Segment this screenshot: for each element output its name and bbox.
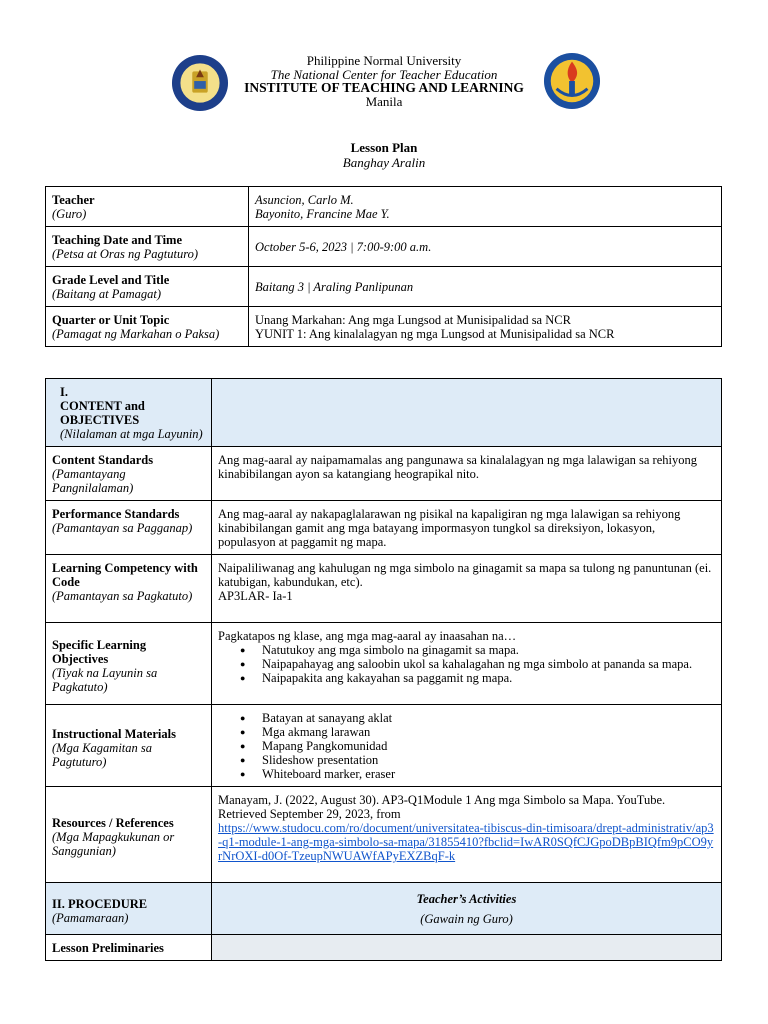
info-label: Teacher bbox=[52, 192, 95, 207]
info-value: Asuncion, Carlo M. bbox=[255, 192, 354, 207]
institute-name: INSTITUTE OF TEACHING AND LEARNING bbox=[244, 80, 524, 95]
info-label: Quarter or Unit Topic bbox=[52, 312, 170, 327]
info-row-grade bbox=[46, 267, 722, 307]
row-label: Content Standards bbox=[52, 453, 154, 467]
row-preliminaries bbox=[46, 935, 722, 961]
info-value: Unang Markahan: Ang mga Lungsod at Munisipalidad sa NCR bbox=[255, 312, 571, 327]
list-item: ● Batayan at sanayang aklat bbox=[262, 711, 715, 725]
section-header-content bbox=[46, 379, 722, 447]
row-label-sub: (Pamantayan sa Pagganap) bbox=[52, 521, 193, 535]
letterhead bbox=[0, 52, 768, 122]
row-label: Instructional Materials bbox=[52, 726, 176, 741]
row-text: Ang mag-aaral ay naipamamalas ang pangunawa sa kinalalagyan ng mga lalawigan sa rehiyong kinabibilangan ayon sa katangiang heograpikal nito. bbox=[212, 447, 722, 501]
row-text: Ang mag-aaral ay nakapaglalarawan ng pisikal na kapaligiran ng mga lalawigan sa rehiyong kinabibilangan gamit ang mga batayang impormasyon tungkol sa direksiyon, lokasyon, populasyon at paggamit ng mapa. bbox=[212, 501, 722, 555]
document-title bbox=[0, 140, 768, 170]
info-row-topic bbox=[46, 307, 722, 347]
title-main: Lesson Plan bbox=[350, 140, 418, 155]
row-resources bbox=[46, 787, 722, 883]
institution-block bbox=[200, 54, 568, 108]
row-text: Naipaliliwanag ang kahulugan ng mga simbolo na ginagamit sa mapa sa tulong ng panuntunan (ei. katubigan, kabundukan, etc). bbox=[218, 561, 712, 589]
row-label-sub: (Pamantayan sa Pagkatuto) bbox=[52, 589, 193, 603]
info-label: Grade Level and Title bbox=[52, 272, 170, 287]
row-performance-standards bbox=[46, 501, 722, 555]
reference-link[interactable]: https://www.studocu.com/ro/document/universitatea-tibiscus-din-timisoara/drept-administrativ/ap3-q1-module-1-ang-mga-simbolo-sa-mapa/31855410?fbclid=IwAR0SQfCJGpoDBpBIQfm9pCO9yrNrOXI-d0Of-TzeupNWUAWfAPyEXZBqF-k bbox=[218, 821, 714, 863]
row-label-sub: (Pamantayang Pangnilalaman) bbox=[52, 467, 134, 495]
info-label: Teaching Date and Time bbox=[52, 232, 182, 247]
itl-logo bbox=[543, 52, 601, 110]
university-tagline: The National Center for Teacher Education bbox=[270, 66, 498, 82]
list-item: ● Slideshow presentation bbox=[262, 753, 715, 767]
row-label-sub: (Mga Kagamitan sa Pagtuturo) bbox=[52, 740, 152, 769]
row-label: Resources / References bbox=[52, 815, 174, 830]
row-label-sub: (Tiyak na Layunin sa Pagkatuto) bbox=[52, 665, 158, 694]
section-subtitle: (Nilalaman at mga Layunin) bbox=[60, 427, 203, 441]
info-value: Bayonito, Francine Mae Y. bbox=[255, 206, 390, 221]
section-title: CONTENT and OBJECTIVES bbox=[60, 399, 145, 427]
section-subtitle: (Pamamaraan) bbox=[52, 910, 129, 925]
row-content-standards bbox=[46, 447, 722, 501]
row-label-sub: (Mga Mapagkukunan or Sanggunian) bbox=[52, 829, 175, 858]
row-materials bbox=[46, 705, 722, 787]
info-label-sub: (Baitang at Pamagat) bbox=[52, 286, 162, 301]
row-competency bbox=[46, 555, 722, 623]
column-heading-sub: (Gawain ng Guro) bbox=[420, 911, 513, 926]
row-label: Learning Competency with Code bbox=[52, 561, 198, 589]
info-label-sub: (Petsa at Oras ng Pagtuturo) bbox=[52, 246, 199, 261]
list-item: ● Mapang Pangkomunidad bbox=[262, 739, 715, 753]
list-item: ● Natutukoy ang mga simbolo na ginagamit sa mapa. bbox=[262, 643, 715, 657]
list-item: ● Mga akmang larawan bbox=[262, 725, 715, 739]
list-item: ● Naipapahayag ang saloobin ukol sa kahalagahan ng mga simbolo at pananda sa mapa. bbox=[262, 657, 715, 671]
university-name: Philippine Normal University bbox=[306, 53, 462, 68]
section-header-procedure bbox=[46, 883, 722, 935]
materials-list bbox=[218, 711, 715, 781]
row-label: Specific Learning Objectives bbox=[52, 637, 147, 666]
section-title: II. PROCEDURE bbox=[52, 896, 148, 911]
competency-code: AP3LAR- Ia-1 bbox=[218, 589, 293, 603]
info-value: YUNIT 1: Ang kinalalagyan ng mga Lungsod at Munisipalidad sa NCR bbox=[255, 326, 615, 341]
info-row-date bbox=[46, 227, 722, 267]
row-label: Performance Standards bbox=[52, 507, 180, 521]
city: Manila bbox=[365, 93, 403, 109]
lesson-info-table bbox=[45, 186, 722, 347]
objectives-intro: Pagkatapos ng klase, ang mga mag-aaral ay inaasahan na… bbox=[218, 629, 517, 643]
row-blank bbox=[212, 935, 722, 961]
row-label: Lesson Preliminaries bbox=[52, 940, 164, 955]
section-header-blank bbox=[212, 379, 722, 447]
info-row-teacher bbox=[46, 187, 722, 227]
title-sub: Banghay Aralin bbox=[342, 155, 426, 170]
list-item: ● Whiteboard marker, eraser bbox=[262, 767, 715, 781]
lesson-plan-table bbox=[45, 378, 722, 961]
info-value: Baitang 3 | Araling Panlipunan bbox=[255, 279, 414, 294]
info-label-sub: (Guro) bbox=[52, 206, 87, 221]
citation-text: Manayam, J. (2022, August 30). AP3-Q1Module 1 Ang mga Simbolo sa Mapa. YouTube. Retrieved September 29, 2023, from bbox=[218, 793, 666, 821]
info-value: October 5-6, 2023 | 7:00-9:00 a.m. bbox=[255, 239, 432, 254]
objectives-list bbox=[218, 643, 715, 685]
row-objectives bbox=[46, 623, 722, 705]
list-item: ● Naipapakita ang kakayahan sa paggamit ng mapa. bbox=[262, 671, 715, 685]
section-number: I. bbox=[60, 385, 68, 399]
info-label-sub: (Pamagat ng Markahan o Paksa) bbox=[52, 326, 220, 341]
column-heading: Teacher’s Activities bbox=[416, 891, 517, 906]
